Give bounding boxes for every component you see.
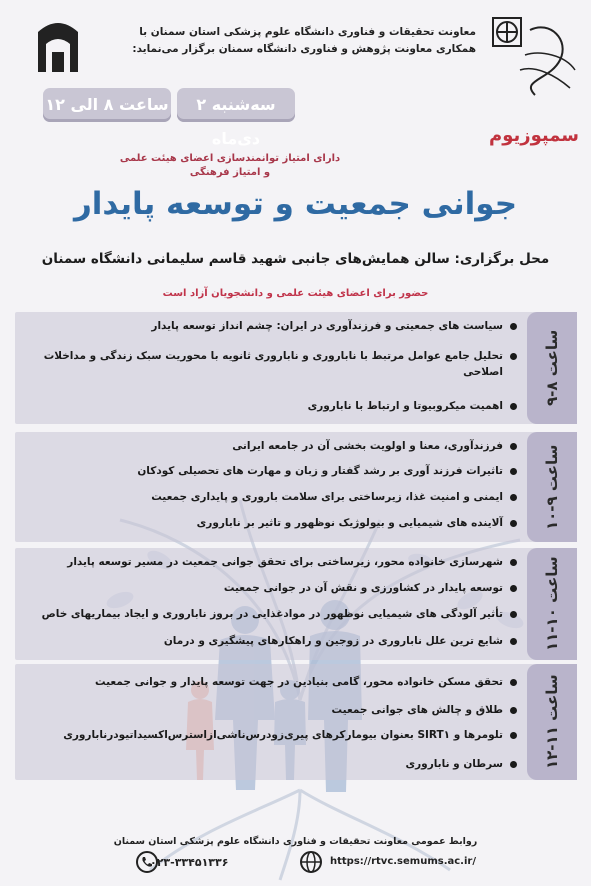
session-topic: طلاق و چالش های جوانی جمعیت bbox=[29, 702, 519, 718]
session-topic: تحقق مسکن خانواده محور، گامی بنیادین در جهت توسعه پایدار و جوانی جمعیت bbox=[29, 674, 519, 690]
event-time-badge: ساعت ۸ الی ۱۲ bbox=[43, 88, 171, 122]
session-time-label: ساعت ۸-۹ bbox=[543, 329, 561, 407]
session-topic: تحلیل جامع عوامل مرتبط با ناباروری و ناباروری ثانویه با محوریت سبک زندگی و مداخلات اصلاحی bbox=[29, 348, 519, 380]
event-day-badge: سه‌شنبه ۲ دی‌ماه bbox=[177, 88, 295, 122]
session-topic: آلاینده های شیمیایی و بیولوژیک نوظهور و تاثیر بر ناباروری bbox=[29, 515, 519, 531]
organizer-line-2: همکاری معاونت پژوهش و فناوری دانشگاه سمنان برگزار می‌نماید: bbox=[132, 43, 476, 55]
session-topic: شایع ترین علل ناباروری در زوجین و راهکارهای پیشگیری و درمان bbox=[29, 633, 519, 649]
session-topic: ایمنی و امنیت غذا، زیرساختی برای سلامت باروری و پایداری جمعیت bbox=[29, 489, 519, 505]
privilege-note bbox=[100, 152, 360, 180]
session-topic: اهمیت میکروبیوتا و ارتباط با ناباروری bbox=[29, 398, 519, 414]
session-block bbox=[15, 548, 577, 660]
medical-university-logo bbox=[490, 10, 580, 100]
organizer-line-1: معاونت تحقیقات و فناوری دانشگاه علوم پزشکی استان سمنان با bbox=[139, 26, 476, 38]
web-icon bbox=[300, 851, 322, 873]
session-topic: فرزندآوری، معنا و اولویت بخشی آن در جامعه ایرانی bbox=[29, 438, 519, 454]
attendance-note: حضور برای اعضای هیئت علمی و دانشجویان آزاد است bbox=[162, 288, 429, 299]
session-topic-list bbox=[29, 312, 519, 424]
event-venue: محل برگزاری: سالن همایش‌های جانبی شهید قاسم سلیمانی دانشگاه سمنان bbox=[41, 251, 550, 267]
phone-number[interactable]: ۰۲۳-۳۳۴۵۱۳۳۶ bbox=[150, 856, 229, 869]
session-time-label: ساعت ۱۰-۱۱ bbox=[543, 556, 561, 652]
privilege-line-2: و امتیاز فرهنگی bbox=[189, 167, 271, 178]
footer-title: روابط عمومی معاونت تحقیقات و فناوری دانشگاه علوم پزشکی استان سمنان bbox=[113, 836, 478, 847]
session-topic: سرطان و ناباروری bbox=[29, 756, 519, 772]
session-topic-list bbox=[29, 664, 519, 780]
session-topic-list bbox=[29, 548, 519, 660]
session-topic: توسعه پایدار در کشاورزی و نقش آن در جوانی جمعیت bbox=[29, 580, 519, 596]
session-topic: تاثیرات فرزند آوری بر رشد گفتار و زبان و مهارت های تحصیلی کودکان bbox=[29, 463, 519, 479]
session-time-label: ساعت ۹-۱۰ bbox=[543, 444, 561, 530]
session-time-label: ساعت ۱۱-۱۲ bbox=[543, 674, 561, 770]
event-title: جوانی جمعیت و توسعه پایدار bbox=[73, 186, 518, 222]
privilege-line-1: دارای امتیاز توانمندسازی اعضای هیئت علمی bbox=[119, 153, 341, 164]
symposium-label: سمپوزیوم bbox=[489, 125, 579, 146]
session-topic: تلومرها و SIRT۱ بعنوان بیومارکرهای پیری‌زودرس‌ناشی‌از‌استرس‌اکسیداتیو‌در‌ناباروری bbox=[29, 727, 519, 743]
organizer-text bbox=[126, 24, 476, 58]
session-topic: سیاست های جمعیتی و فرزندآوری در ایران: چشم انداز توسعه پایدار bbox=[29, 318, 519, 334]
session-block bbox=[15, 664, 577, 780]
session-topic: شهرسازی خانواده محور، زیرساختی برای تحقق جوانی جمعیت در مسیر توسعه پایدار bbox=[29, 554, 519, 570]
session-topic-list bbox=[29, 432, 519, 542]
session-block bbox=[15, 312, 577, 424]
session-block bbox=[15, 432, 577, 542]
website-link[interactable]: https://rtvc.semums.ac.ir/ bbox=[330, 856, 476, 867]
session-topic: تأثیر آلودگی های شیمیایی نوظهور در موادغذایی در بروز ناباروری و ایجاد بیماریهای خاص bbox=[29, 606, 519, 622]
